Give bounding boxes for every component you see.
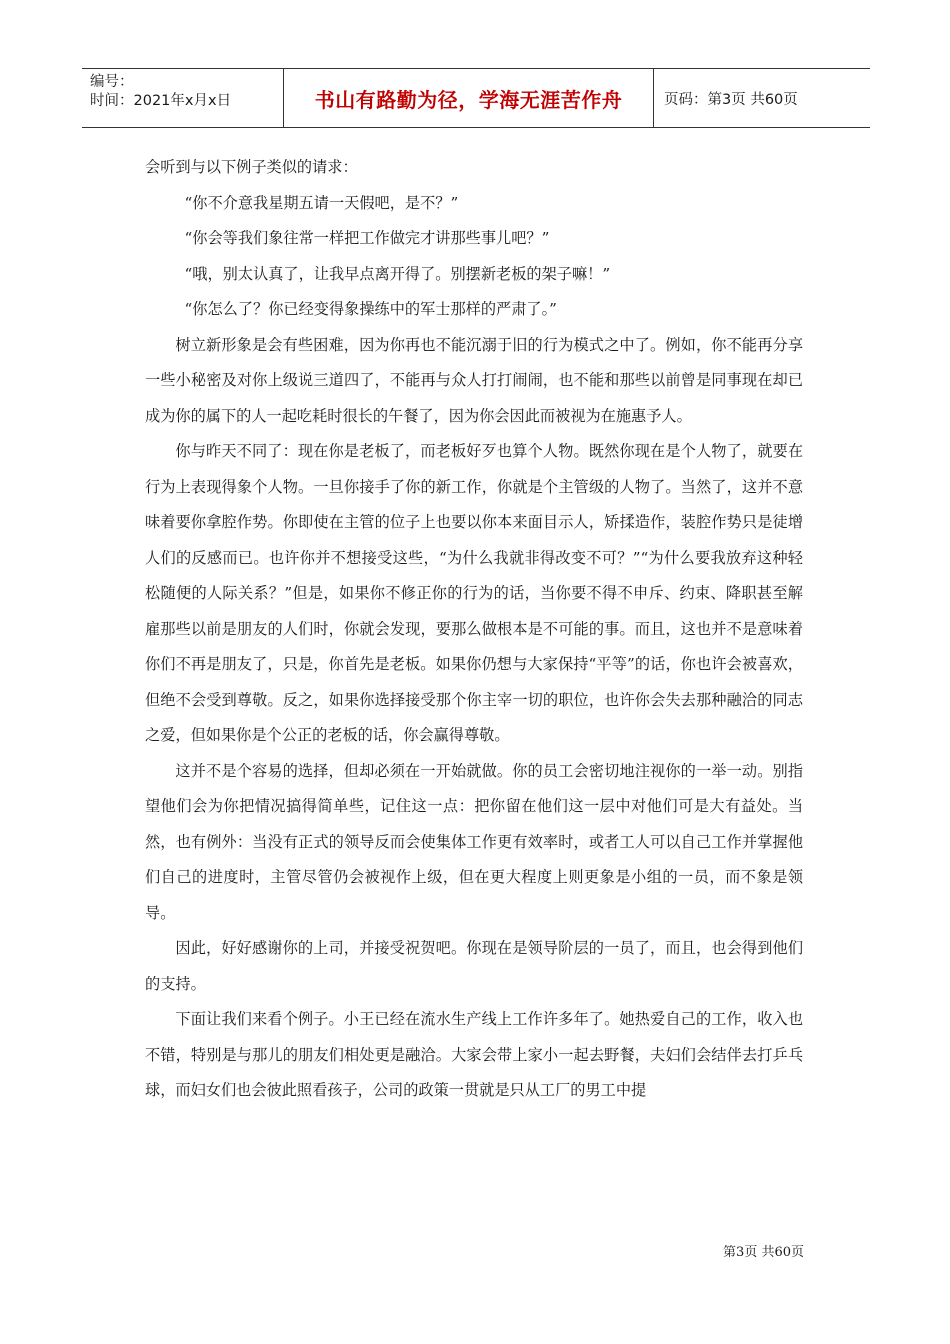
- quote-3: “哦，别太认真了，让我早点离开得了。别摆新老板的架子嘛！”: [184, 264, 611, 283]
- quote-1: “你不介意我星期五请一天假吧，是不？”: [184, 193, 459, 212]
- paragraph-3: 你与昨天不同了：现在你是老板了，而老板好歹也算个人物。既然你现在是个人物了，就要在行为上表现得象个人物。一旦你接手了你的新工作，你就是个主管级的人物了。当然了，这并不意味着要你拿腔作势。你即使在主管的位子上也要以你本来面目示人，矫揉造作，装腔作势只是徒增人们的反感而已。也许你并不想接受这些，“为什么我就非得改变不可？”“为什么要我放弃这种轻松随便的人际关系？”但是，如果你不修正你的行为的话，当你要不得不申斥、约束、降职甚至解雇那些以前是朋友的人们时，你就会发现，要那么做根本是不可能的事。而且，这也并不是意味着你们不再是朋友了，只是，你首先是老板。如果你仍想与大家保持“平等”的话，你也许会被喜欢，但绝不会受到尊敬。反之，如果你选择接受那个你主宰一切的职位，也许你会失去那种融洽的同志之爱，但如果你是个公正的老板的话，你会赢得尊敬。: [145, 442, 803, 744]
- quote-4: “你怎么了？你已经变得象操练中的军士那样的严肃了。”: [184, 300, 557, 318]
- paragraph-1: 会听到与以下例子类似的请求：: [145, 158, 358, 176]
- quote-2: “你会等我们象往常一样把工作做完才讲那些事儿吧？”: [184, 229, 550, 247]
- paragraph-5: 因此，好好感谢你的上司，并接受祝贺吧。你现在是领导阶层的一员了，而且，也会得到他们的支持。: [145, 939, 803, 993]
- page-footer: 第3页 共60页: [723, 1245, 804, 1260]
- paragraph-2: 树立新形象是会有些困难，因为你再也不能沉溺于旧的行为模式之中了。例如，你不能再分享一些小秘密及对你上级说三道四了，不能再与众人打打闹闹，也不能和那些以前曾是同事现在却已成为你的属下的人一起吃耗时很长的午餐了，因为你会因此而被视为在施惠予人。: [145, 335, 803, 425]
- paragraph-6: 下面让我们来看个例子。小王已经在流水生产线上工作许多年了。她热爱自己的工作，收入也不错，特别是与那儿的朋友们相处更是融洽。大家会带上家小一起去野餐，夫妇们会结伴去打乒乓球，而妇女们也会彼此照看孩子，公司的政策一贯就是只从工厂的男工中提: [145, 1010, 803, 1099]
- time-label: 时间：2021年x月x日: [90, 93, 232, 109]
- header-meta: [82, 69, 283, 127]
- header-page-info: 页码：第3页 共60页: [664, 91, 798, 108]
- document-body: [145, 150, 803, 1109]
- header-motto: 书山有路勤为径，学海无涯苦作舟: [283, 69, 654, 127]
- paragraph-4: 这并不是个容易的选择，但却必须在一开始就做。你的员工会密切地注视你的一举一动。别指望他们会为你把情况搞得简单些，记住这一点：把你留在他们这一层中对他们可是大有益处。当然，也有例外：当没有正式的领导反而会使集体工作更有效率时，或者工人可以自己工作并掌握他们自己的进度时，主管尽管仍会被视作上级，但在更大程度上则更象是小组的一员，而不象是领导。: [145, 761, 803, 922]
- document-header: [82, 68, 870, 128]
- number-label: 编号：: [90, 74, 134, 90]
